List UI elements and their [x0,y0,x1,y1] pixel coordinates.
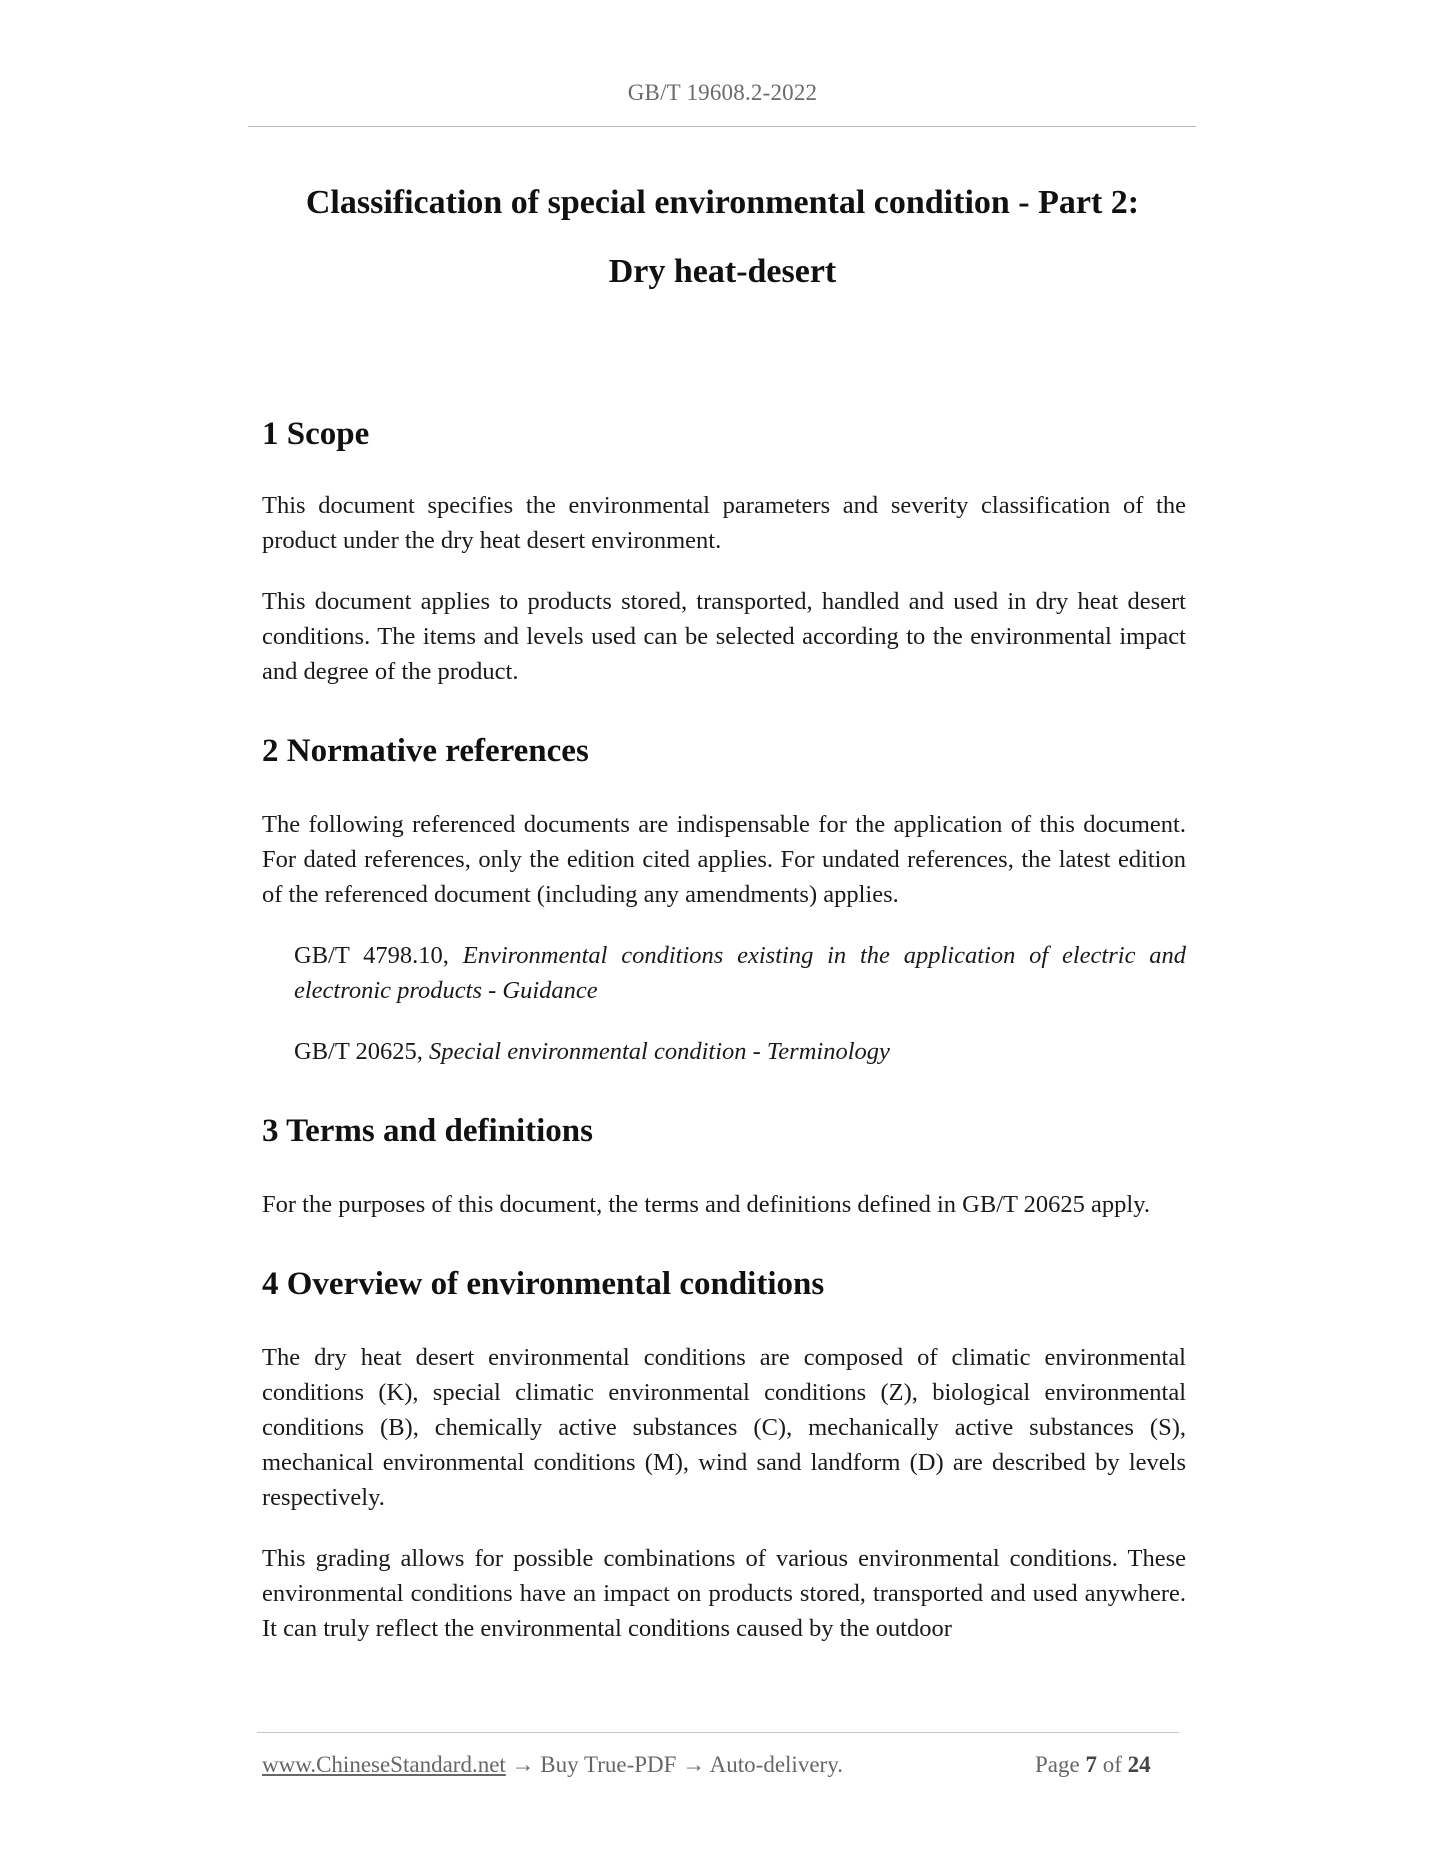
overview-paragraph-2: This grading allows for possible combinations of various environmental conditions. These environmental conditions have an impact on products stored, transported and used anywhere. It can truly reflect the environmental conditions caused by the outdoor [262,1545,1186,1642]
page-current: 7 [1085,1752,1097,1777]
section-heading-terms-and-definitions: 3 Terms and definitions [262,1113,593,1149]
arrow-right-icon: → [682,1752,706,1777]
section-heading-overview: 4 Overview of environmental conditions [262,1266,825,1302]
document-body [262,400,1186,1646]
reference-title: Environmental conditions existing in the application of electric and electronic products - Guidance [294,942,1186,1004]
overview-paragraph-1: The dry heat desert environmental conditions are composed of climatic environmental conditions (K), special climatic environmental conditions (Z), biological environmental conditions (B), chemically active substances (C), mechanically active substances (S), mechanical environmental conditions (M), wind sand landform (D) are described by levels respectively. [262,1344,1186,1511]
footer-promo [262,1752,843,1778]
scope-paragraph-1: This document specifies the environmental parameters and severity classification of the product under the dry heat desert environment. [262,492,1186,554]
reference-item [294,938,1186,1008]
reference-code: GB/T 4798.10, [294,942,463,969]
footer-buy-text: Buy True-PDF [540,1752,677,1777]
website-link[interactable]: www.ChineseStandard.net [262,1752,506,1777]
document-title-line-1: Classification of special environmental condition - Part 2: [305,184,1140,221]
section-heading-normative-references: 2 Normative references [262,733,589,769]
reference-title: Special environmental condition - Terminology [429,1038,890,1065]
section-heading-scope: 1 Scope [262,416,370,452]
header-divider [248,126,1196,127]
page-of-label: of [1102,1752,1122,1777]
page-label: Page [1035,1752,1080,1777]
reference-code: GB/T 20625, [294,1038,429,1065]
terms-paragraph-1: For the purposes of this document, the terms and definitions defined in GB/T 20625 apply. [262,1191,1150,1218]
scope-paragraph-2: This document applies to products stored, transported, handled and used in dry heat desert conditions. The items and levels used can be selected according to the environmental impact and degree of the product. [262,588,1186,685]
reference-item [294,1034,1186,1069]
document-title [0,168,1445,306]
normative-paragraph-1: The following referenced documents are indispensable for the application of this document. For dated references, only the edition cited applies. For undated references, the latest edition of the referenced document (including any amendments) applies. [262,811,1186,908]
page-number [1035,1752,1151,1778]
footer-divider [257,1732,1179,1733]
running-header: GB/T 19608.2-2022 [627,80,818,105]
page-total: 24 [1127,1752,1151,1777]
arrow-right-icon: → [511,1752,535,1777]
document-title-line-2: Dry heat-desert [608,253,837,290]
footer-delivery-text: Auto-delivery. [709,1752,843,1777]
